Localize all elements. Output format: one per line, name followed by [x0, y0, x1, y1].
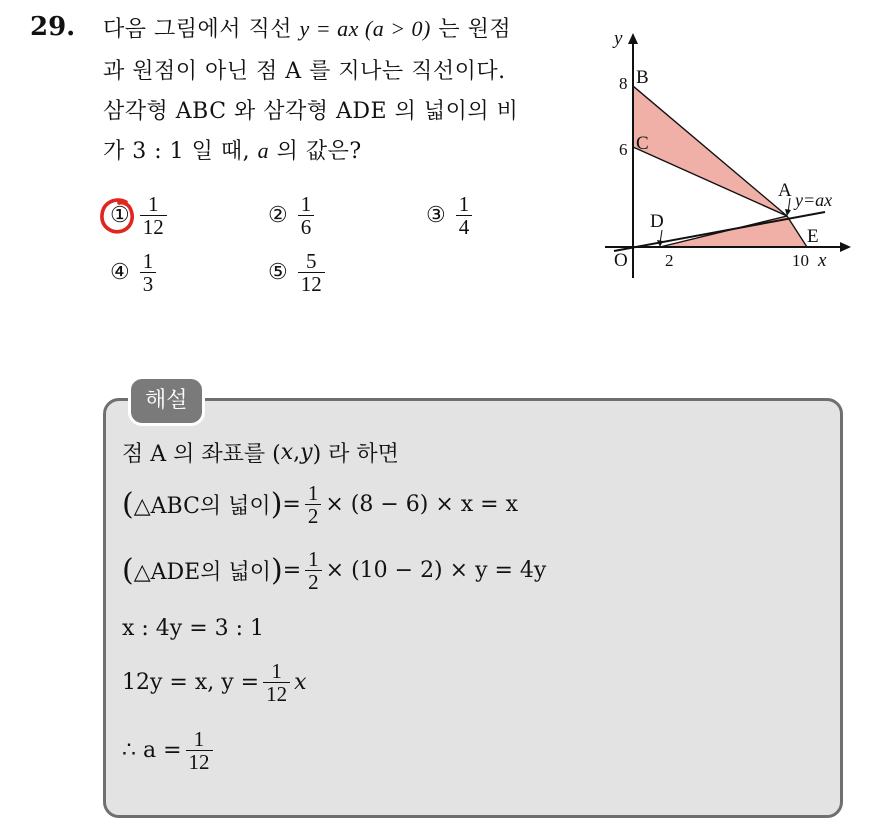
triangle-ade [660, 216, 807, 247]
area-label-abc: △ABC의 넓이 [133, 494, 271, 520]
variable-x: x [280, 440, 294, 465]
choice-number: ④ [110, 260, 130, 286]
choice-number: ③ [426, 203, 446, 229]
question-line-1 [103, 12, 511, 43]
solution-text: , [293, 440, 301, 465]
solution-line-4: x : 4y = 3 : 1 [122, 616, 265, 641]
denominator: 12 [263, 682, 290, 705]
solution-tag: 해설 [128, 376, 205, 426]
x-axis-label: x [818, 250, 827, 271]
question-text: 는 원점 [430, 17, 512, 42]
variable-y: y [300, 440, 313, 465]
tick-label-8: 8 [619, 74, 628, 93]
coordinate-graph [600, 20, 860, 285]
denominator: 12 [140, 215, 167, 238]
solution-conclusion: ∴ a = [122, 738, 182, 764]
fraction-half [305, 548, 322, 593]
solution-line-1 [122, 437, 399, 468]
choice-fraction [140, 250, 157, 295]
y-axis-label: y [614, 28, 623, 49]
numerator: 1 [300, 192, 312, 216]
question-variable: a [257, 138, 270, 163]
question-number: 29. [30, 12, 76, 42]
fraction-one-twelfth [263, 660, 290, 705]
label-e: E [807, 226, 819, 247]
question-line-2: 과 원점이 아닌 점 A 를 지나는 직선이다. [103, 59, 506, 84]
tick-label-2: 2 [665, 251, 674, 270]
numerator: 5 [305, 249, 317, 273]
choice-fraction [456, 193, 473, 238]
question-text: 가 3 : 1 일 때, [103, 139, 258, 164]
choice-fraction [140, 193, 167, 238]
tick-label-10: 10 [792, 251, 809, 270]
denominator: 12 [186, 750, 213, 773]
question-line-4 [103, 134, 362, 165]
denominator: 6 [298, 215, 315, 238]
solution-expression: × (10 − 2) × y = 4y [325, 558, 547, 584]
x-axis-arrow [840, 242, 851, 252]
solution-line-5 [122, 660, 307, 705]
paren-close: ) [270, 552, 283, 588]
choice-number: ① [110, 203, 130, 229]
solution-line-2 [122, 482, 518, 527]
label-y-ax: y=ax [795, 190, 833, 210]
choice-fraction [298, 250, 325, 295]
solution-line-6 [122, 728, 217, 773]
solution-line-3 [122, 548, 546, 593]
fraction-answer [186, 728, 213, 773]
choice-number: ② [268, 203, 288, 229]
question-equation: y = ax (a > 0) [299, 16, 431, 41]
choice-3[interactable] [426, 193, 472, 238]
choice-4[interactable] [110, 250, 156, 295]
denominator: 2 [305, 570, 322, 593]
numerator: 1 [147, 192, 159, 216]
denominator: 12 [298, 272, 325, 295]
choice-fraction [298, 193, 315, 238]
numerator: 1 [271, 659, 282, 683]
label-d: D [650, 211, 664, 232]
denominator: 4 [456, 215, 473, 238]
equals-sign: = [282, 558, 302, 584]
label-origin: O [614, 250, 628, 271]
numerator: 1 [193, 727, 205, 751]
label-b: B [636, 67, 649, 88]
fraction-half [305, 482, 322, 527]
numerator: 1 [458, 192, 470, 216]
label-c: C [636, 133, 649, 154]
solution-expression: × (8 − 6) × x = x [325, 492, 519, 518]
question-line-3: 삼각형 ABC 와 삼각형 ADE 의 넓이의 비 [103, 99, 519, 124]
choice-1[interactable] [110, 193, 167, 238]
numerator: 1 [307, 481, 319, 505]
choice-5[interactable] [268, 250, 325, 295]
area-label-ade: △ADE의 넓이 [133, 560, 271, 586]
question-text: 의 값은? [269, 139, 362, 164]
numerator: 1 [142, 249, 154, 273]
variable-x: x [294, 670, 307, 696]
paren-open: ( [122, 486, 134, 522]
denominator: 2 [305, 504, 322, 527]
label-a: A [778, 180, 792, 201]
solution-expression: 12y = x, y = [122, 670, 260, 696]
paren-open: ( [122, 552, 134, 588]
solution-text: ) 라 하면 [312, 442, 399, 467]
choice-2[interactable] [268, 193, 314, 238]
tick-label-6: 6 [619, 140, 628, 159]
equals-sign: = [282, 492, 301, 518]
denominator: 3 [140, 272, 157, 295]
solution-text: 점 A 의 좌표를 ( [122, 442, 281, 467]
paren-close: ) [270, 486, 283, 522]
numerator: 1 [308, 547, 319, 571]
question-text: 다음 그림에서 직선 [103, 17, 300, 42]
triangle-abc [633, 86, 787, 216]
y-axis-arrow [628, 33, 638, 44]
choice-number: ⑤ [268, 260, 288, 286]
